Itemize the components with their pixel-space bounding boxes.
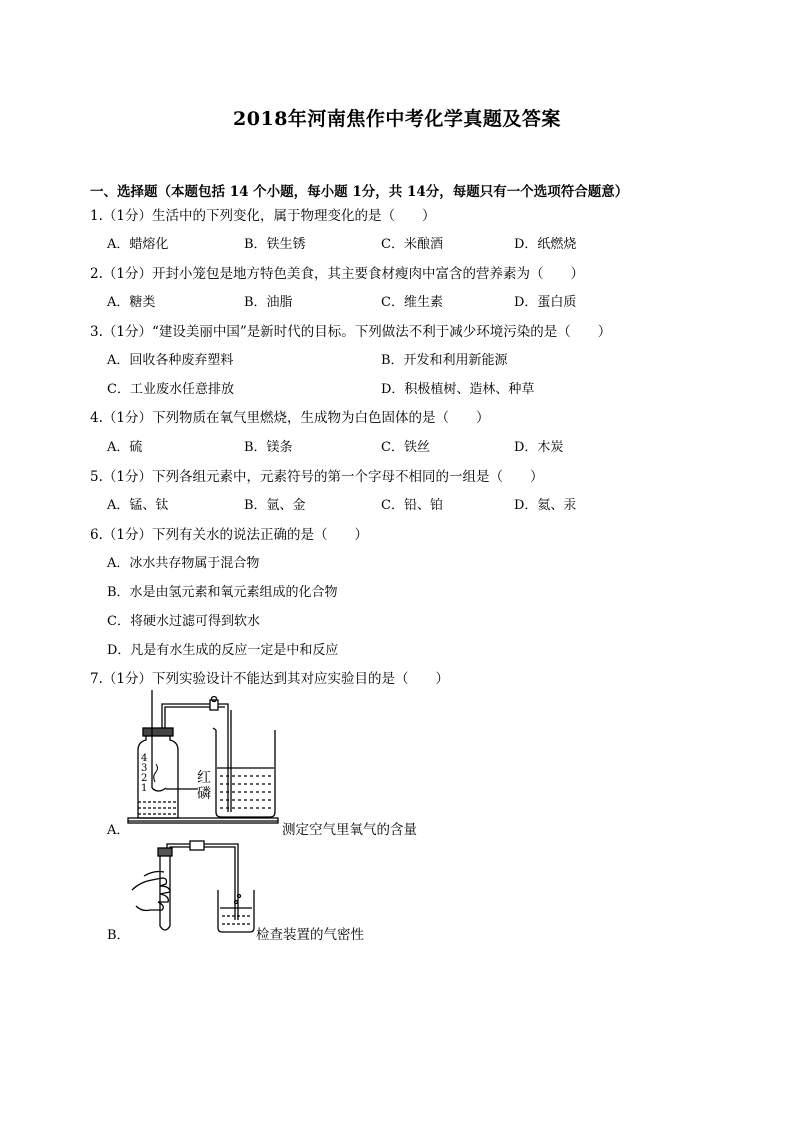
q1-option-b: B．铁生锈 xyxy=(244,237,306,252)
section-heading: 一、选择题（本题包括 14 个小题，每小题 1分，共 14分，每题只有一个选项符合题意） xyxy=(90,184,629,200)
red-phosphorus-label: 红磷 xyxy=(197,770,211,802)
q5-option-d: D．氦、汞 xyxy=(514,498,577,513)
figure-b-apparatus xyxy=(130,840,260,940)
q6-option-b: B．水是由氢元素和氧元素组成的化合物 xyxy=(107,585,338,600)
figure-b-caption: 检查装置的气密性 xyxy=(256,927,364,943)
q3-option-d: D．积极植树、造林、种草 xyxy=(381,382,535,397)
q3-option-a: A．回收各种废弃塑料 xyxy=(107,353,234,368)
q3-option-c: C．工业废水任意排放 xyxy=(107,382,234,397)
q2-option-b: B．油脂 xyxy=(244,295,293,310)
q1-option-c: C．米酿酒 xyxy=(381,237,443,252)
q6-option-c: C．将硬水过滤可得到软水 xyxy=(107,614,260,629)
question-5-stem: 5.（1分）下列各组元素中，元素符号的第一个字母不相同的一组是（ ） xyxy=(90,469,544,485)
q4-option-c: C．铁丝 xyxy=(381,440,430,455)
question-4-stem: 4.（1分）下列物质在氧气里燃烧，生成物为白色固体的是（ ） xyxy=(90,410,490,426)
question-6-stem: 6.（1分）下列有关水的说法正确的是（ ） xyxy=(90,527,368,543)
q7-option-b: B． xyxy=(107,928,130,943)
scale-mark-1: 1 xyxy=(141,783,148,794)
scale-mark-2: 2 xyxy=(141,773,148,784)
q6-option-a: A．冰水共存物属于混合物 xyxy=(107,556,260,571)
q1-option-a: A．蜡熔化 xyxy=(107,237,169,252)
q2-option-a: A．糖类 xyxy=(107,295,156,310)
figure-a-caption: 测定空气里氧气的含量 xyxy=(282,822,417,838)
q5-option-b: B．氩、金 xyxy=(244,498,306,513)
q4-option-b: B．镁条 xyxy=(244,440,293,455)
q5-option-c: C．铅、铂 xyxy=(381,498,443,513)
question-3-stem: 3.（1分）“建设美丽中国”是新时代的目标。下列做法不利于减少环境污染的是（ ） xyxy=(90,324,612,340)
q1-option-d: D．纸燃烧 xyxy=(514,237,577,252)
q6-option-d: D．凡是有水生成的反应一定是中和反应 xyxy=(107,643,339,658)
scale-mark-3: 3 xyxy=(141,763,148,774)
q2-option-d: D．蛋白质 xyxy=(514,295,577,310)
q5-option-a: A．锰、钛 xyxy=(107,498,169,513)
q4-option-d: D．木炭 xyxy=(514,440,564,455)
question-7-stem: 7.（1分）下列实验设计不能达到其对应实验目的是（ ） xyxy=(90,671,449,687)
figure-a-apparatus xyxy=(128,690,288,830)
q7-option-a: A． xyxy=(107,823,130,838)
q2-option-c: C．维生素 xyxy=(381,295,443,310)
q4-option-a: A．硫 xyxy=(107,440,143,455)
question-1-stem: 1.（1分）生活中的下列变化，属于物理变化的是（ ） xyxy=(90,208,436,224)
page-title: 2018年河南焦作中考化学真题及答案 xyxy=(233,108,561,130)
q3-option-b: B．开发和利用新能源 xyxy=(381,353,508,368)
question-2-stem: 2.（1分）开封小笼包是地方特色美食，其主要食材瘦肉中富含的营养素为（ ） xyxy=(90,266,584,282)
scale-mark-4: 4 xyxy=(141,753,148,764)
